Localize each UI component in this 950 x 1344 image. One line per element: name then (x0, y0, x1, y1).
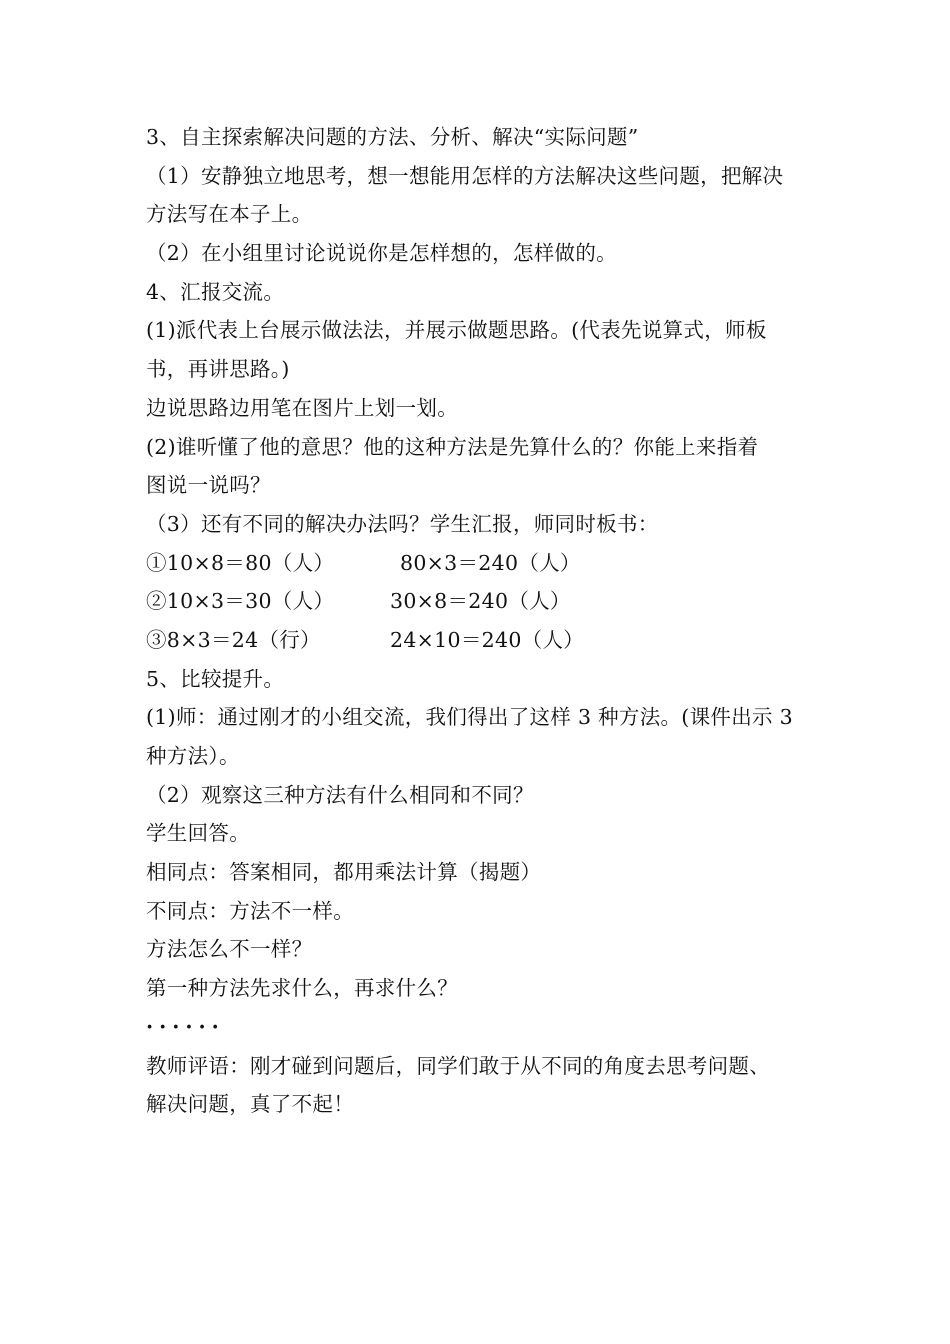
calculation-second: 80×3＝240（人） (400, 550, 581, 575)
report-step-2-line-2: 图说一说吗？ (146, 473, 271, 498)
difference-line: 不同点：方法不一样。 (146, 898, 354, 923)
step-1-line-2: 方法写在本子上。 (146, 202, 313, 227)
question-line-2: 第一种方法先求什么，再求什么？ (146, 976, 458, 1001)
calculation-row (146, 621, 816, 660)
calculation-first: ②10×3＝30（人） (146, 589, 335, 614)
report-step-1-line-1: (1)派代表上台展示做法法，并展示做题思路。(代表先说算式，师板 (146, 318, 767, 343)
section-5-heading: 5、比较提升。 (146, 666, 285, 691)
calculation-row (146, 544, 816, 583)
report-draw-line: 边说思路边用笔在图片上划一划。 (146, 395, 458, 420)
teacher-comment-line-1: 教师评语：刚才碰到问题后，同学们敢于从不同的角度去思考问题、 (146, 1053, 770, 1078)
student-answer-line: 学生回答。 (146, 821, 250, 846)
step-1-line-1: （1）安静独立地思考，想一想能用怎样的方法解决这些问题，把解决 (146, 163, 784, 188)
section-3-heading: 3、自主探索解决问题的方法、分析、解决“实际问题” (146, 125, 639, 149)
report-step-2-line-1: (2)谁听懂了他的意思？他的这种方法是先算什么的？你能上来指着 (146, 434, 759, 459)
report-step-3-line: （3）还有不同的解决办法吗？学生汇报，师同时板书： (146, 511, 659, 536)
teacher-comment-line-2: 解决问题，真了不起！ (146, 1092, 354, 1117)
calculation-first: ①10×8＝80（人） (146, 550, 335, 575)
report-step-1-line-2: 书，再讲思路。) (146, 357, 290, 382)
ellipsis-dots: ······ (146, 1014, 225, 1039)
calculation-row (146, 582, 816, 621)
calculation-first: ③8×3＝24（行） (146, 627, 321, 652)
compare-step-1-line-2: 种方法）。 (146, 744, 240, 768)
compare-step-2-line: （2）观察这三种方法有什么相同和不同？ (146, 782, 534, 807)
step-2-line: （2）在小组里讨论说说你是怎样想的，怎样做的。 (146, 241, 617, 266)
question-line-1: 方法怎么不一样？ (146, 937, 313, 962)
calculation-second: 24×10＝240（人） (390, 627, 585, 652)
section-4-heading: 4、汇报交流。 (146, 279, 285, 304)
similarity-line: 相同点：答案相同，都用乘法计算（揭题） (146, 860, 542, 885)
compare-step-1-line-1: (1)师：通过刚才的小组交流，我们得出了这样 3 种方法。(课件出示 3 (146, 705, 793, 730)
document-body (146, 118, 816, 1124)
calculation-second: 30×8＝240（人） (390, 589, 571, 614)
